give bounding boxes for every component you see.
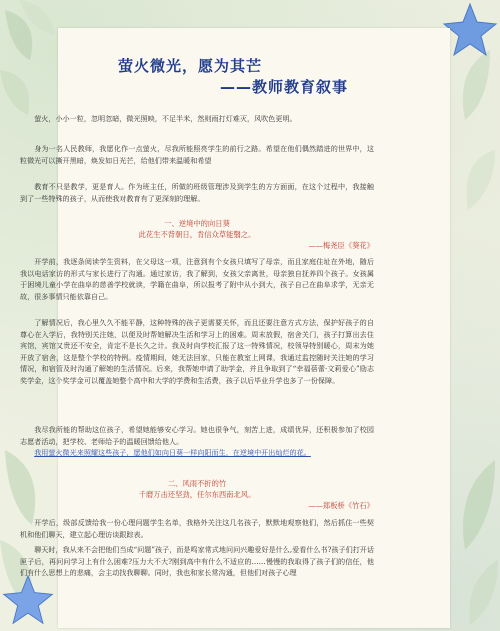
- intro-paragraph-1: 萤火，小小一粒，忽明忽暗，微光照映，不足半米，然则雨打灯难灭，风吹色更明。: [34, 114, 297, 123]
- star-icon: [0, 572, 56, 628]
- section-1-quote: 此花生不背朝日，肯信众草能翳之。: [138, 230, 256, 239]
- intro-paragraph-3: 教育不只是教学，更是育人。作为班主任，所做的班级管理涉及到学生的方方面面，在这个过程中，我接触到了一些特殊的孩子，从而使我对教育有了更深刻的理解。: [20, 182, 374, 203]
- section-2-paragraph-2: 聊天时，我从来不会把他们当成“问题”孩子，而是鸣家常式地问问兴趣爱好是什么,爱看什么书?孩子们打开话匣子后，再问问学习上有什么困难?压力大不大?刚到高中有什么不适应的……慢慢的我取得了孩子们的信任，他们有什么思想上的悲痛，会主动找我聊聊。同时，我也和家长常沟通，但他们对孩子心理: [20, 545, 374, 578]
- title-main: 萤火微光，愿为其芒: [118, 57, 263, 75]
- section-1-paragraph-3: 我尽我所能的帮助这位孩子，希望她能够安心学习。她也很争气，刻苦上进，成绩优异，还积极参加了校园志愿者活动，把学校、老师给予的温暖回馈给他人。: [20, 425, 374, 446]
- section-2-source: ——郑板桥《竹石》: [308, 501, 374, 510]
- section-1-paragraph-2: 了解情况后，我心里久久不能平静，这种特殊的孩子更需要关怀，而且还要注意方式方法，保护好孩子的自尊心在入学后，我特别关注她，以便及时帮她解决生活和学习上的困难。周末放假，宿舍关门，孩子打算出去住宾馆，宾馆又贵还不安全，肯定不是长久之计。我及时向学校汇报了这一特殊情况，校领导特别暖心，周末为她开放了宿舍，这是整个学校的特例。疫情期间，她无法回家，只能在教室上网课，我通过监控随时关注她的学习情况，和宿管及时沟通了解她的生活情况。后来，我帮她申请了助学金，并且争取到了“幸福蓓蕾·文莉爱心”励志奖学金，这个奖学金可以覆盖她整个高中和大学的学费和生活费，孩子以后毕业升学也多了一份保障。: [20, 318, 374, 385]
- section-1-paragraph-1: 开学前，我逐条阅读学生资料，在父母这一项，注意到有个女孩只填写了母亲，而且家庭住址在外地，随后我以电话家访的形式与家长进行了沟通。通过家访，我了解到，女孩父亲离世，母亲独自抚养四个孩子。女孩属于困境儿童小学在曲阜的慈善学校就读，学籍在曲阜，所以报考了附中从小到大，孩子自己在曲阜求学，无亲无故，很多事情只能依靠自己。: [20, 257, 374, 301]
- section-2-quote: 千磨万击还坚劲，任尔东西南北风。: [138, 490, 256, 499]
- title-subtitle: ——教师教育叙事: [220, 78, 349, 96]
- section-1-source: ——梅尧臣《葵花》: [308, 241, 374, 250]
- section-2-paragraph-1: 开学后，级部反馈给我一份心理问题学生名单，我格外关注这几名孩子，默默地观察他们，然后抓住一些契机和他们聊天，建立起心理访谈跟踪表。: [20, 518, 374, 539]
- section-1-link[interactable]: 我用萤火微光来照耀这些孩子，愿他们如向日葵一样向阳而生，在逆境中开出灿烂的花。: [34, 448, 311, 457]
- section-2-heading: 二、风雨不折的竹: [167, 479, 227, 488]
- section-1-heading: 一、逆境中的向日葵: [164, 219, 230, 228]
- intro-paragraph-2: 身为一名人民教师，我愿化作一点萤火，尽我所能照亮学生的前行之路。希望在他们偶然踏进的世界中，这粒微光可以撕开黑暗，焕发如日光芒，给他们带来温暖和希望: [20, 144, 374, 165]
